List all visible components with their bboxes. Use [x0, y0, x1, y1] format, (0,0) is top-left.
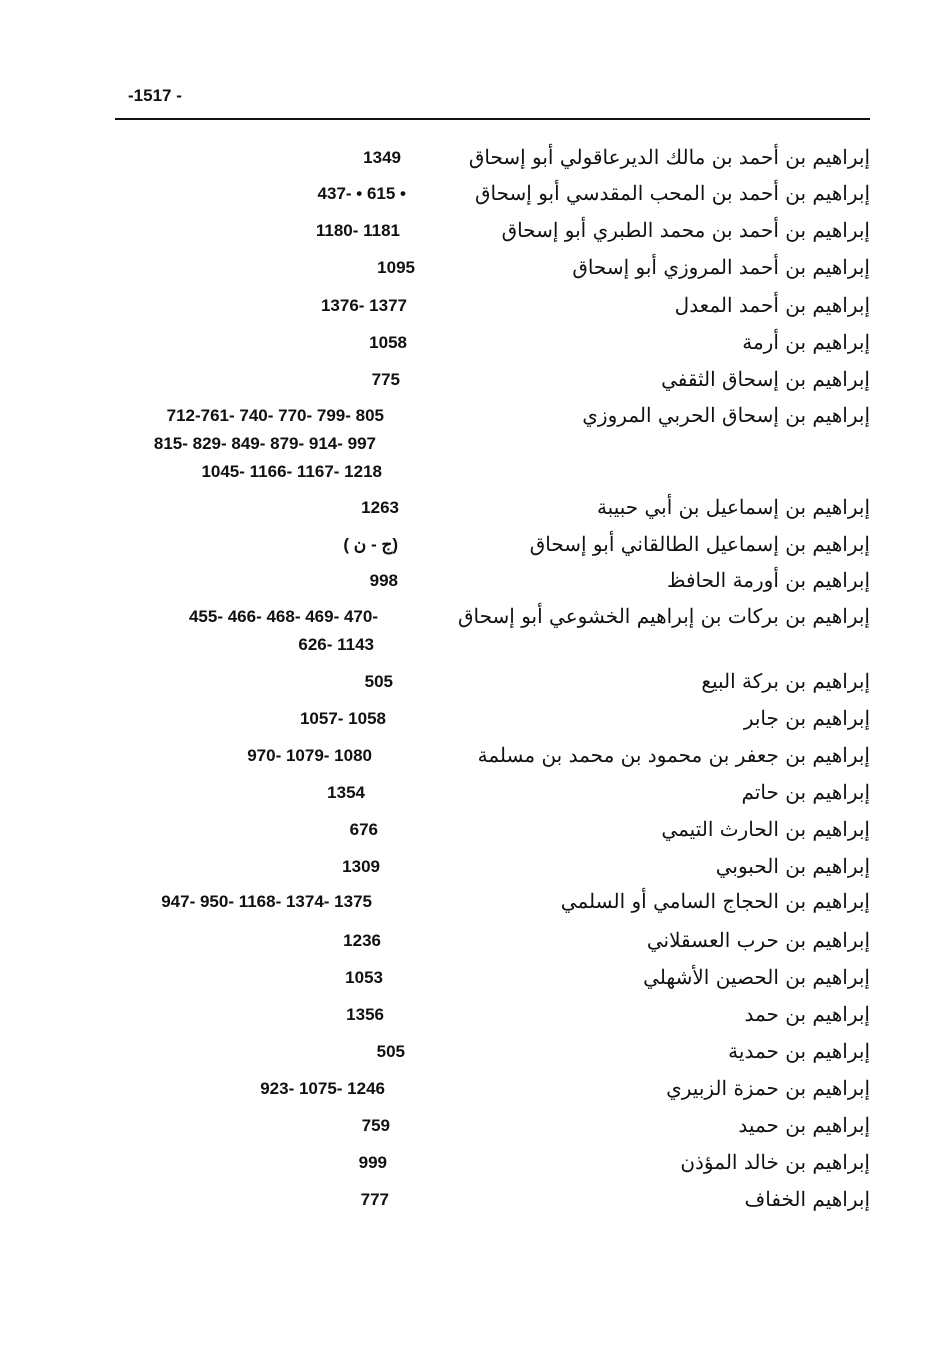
entry-pages: 777	[360, 1190, 389, 1209]
entry-name: إبراهيم بن حمد	[744, 1002, 870, 1026]
entry-pages: 999	[358, 1153, 387, 1172]
entry-name: إبراهيم بن الحجاج السامي أو السلمي	[560, 889, 870, 913]
entry-pages: 1309	[342, 857, 380, 876]
entry-name: إبراهيم بن أحمد بن محمد الطبري أبو إسحاق	[501, 218, 870, 242]
entry-name: إبراهيم بن بركات بن إبراهيم الخشوعي أبو إسحاق	[458, 604, 870, 628]
entry-name: إبراهيم بن جعفر بن محمود بن محمد بن مسلمة	[477, 743, 870, 767]
entry-name: إبراهيم بن حاتم	[741, 780, 870, 804]
entry-name: إبراهيم بن أرمة	[742, 330, 870, 354]
entry-pages: 1180- 1181	[315, 221, 400, 240]
entry-pages: 676	[349, 820, 378, 839]
entry-pages: 1354	[327, 783, 365, 802]
header-rule	[115, 118, 870, 120]
entry-pages: 1263	[361, 498, 399, 517]
entry-name: إبراهيم بن خالد المؤذن	[680, 1150, 870, 1174]
entry-pages: 1057- 1058	[299, 709, 386, 728]
entry-name: إبراهيم بن أحمد بن مالك الديرعاقولي أبو إسحاق	[468, 145, 870, 169]
page-number: -1517 -	[128, 86, 182, 105]
entry-pages: 998	[369, 571, 398, 590]
entry-pages: 1053	[345, 968, 383, 987]
entry-pages: 505	[376, 1042, 405, 1061]
entry-pages: 455- 466- 468- 469- 470-	[188, 607, 378, 626]
entry-pages: 1356	[346, 1005, 384, 1024]
entry-name: إبراهيم الخفاف	[744, 1187, 870, 1211]
entry-pages: ( ج - ن)	[343, 535, 398, 554]
entry-pages: 815- 829- 849- 879- 914- 997	[153, 434, 376, 453]
entry-name: إبراهيم بن بركة البيع	[701, 669, 870, 693]
entry-name: إبراهيم بن حميد	[738, 1113, 870, 1137]
entry-pages: 1095	[377, 258, 415, 277]
entry-name: إبراهيم بن أحمد المعدل	[674, 293, 870, 317]
entry-pages: 923- 1075- 1246	[260, 1079, 385, 1098]
entry-name: إبراهيم بن حمدية	[728, 1039, 870, 1063]
entry-name: إبراهيم بن أحمد المروزي أبو إسحاق	[572, 255, 870, 279]
entry-name: إبراهيم بن الحارث التيمي	[661, 817, 870, 841]
entry-pages: 712-761- 740- 770- 799- 805	[166, 406, 384, 425]
entry-pages: 1376- 1377	[320, 296, 407, 315]
entry-name: إبراهيم بن إسحاق الحربي المروزي	[582, 403, 870, 427]
entry-name: إبراهيم بن حرب العسقلاني	[646, 928, 870, 952]
entry-pages: 437- • 615 •	[317, 184, 406, 203]
entry-name: إبراهيم بن إسحاق الثقفي	[661, 367, 870, 391]
entry-name: إبراهيم بن حمزة الزبيري	[666, 1076, 870, 1100]
entry-name: إبراهيم بن أحمد بن المحب المقدسي أبو إسحاق	[475, 181, 870, 205]
entry-name: إبراهيم بن إسماعيل الطالقاني أبو إسحاق	[529, 532, 870, 556]
entry-pages: 970- 1079- 1080	[247, 746, 372, 765]
entry-name: إبراهيم بن جابر	[743, 706, 870, 730]
entry-pages: 759	[361, 1116, 390, 1135]
entry-name: إبراهيم بن الحبوبي	[715, 854, 870, 878]
entry-pages: 626- 1143	[298, 635, 374, 654]
entry-pages: 775	[371, 370, 400, 389]
entry-pages: 1349	[363, 148, 401, 167]
entry-name: إبراهيم بن إسماعيل بن أبي حبيبة	[596, 495, 870, 519]
entry-name: إبراهيم بن أورمة الحافظ	[667, 568, 870, 592]
entry-pages: 1045- 1166- 1167- 1218	[201, 462, 382, 481]
entry-pages: 947- 950- 1168- 1374- 1375	[161, 892, 372, 911]
entry-pages: 1236	[343, 931, 381, 950]
entry-pages: 505	[364, 672, 393, 691]
entry-pages: 1058	[369, 333, 407, 352]
entry-name: إبراهيم بن الحصين الأشهلي	[643, 965, 870, 989]
